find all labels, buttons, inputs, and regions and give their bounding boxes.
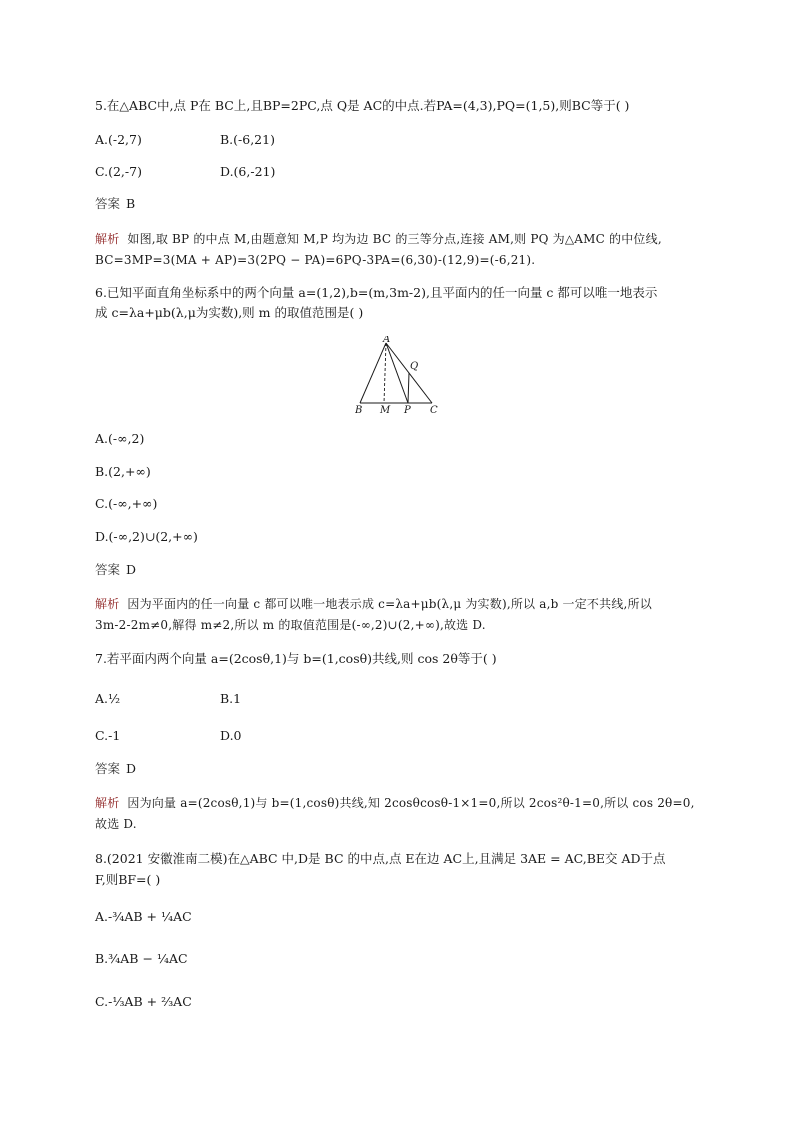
segment-am bbox=[384, 343, 386, 403]
q5-solution-line1: 解析 如图,取 BP 的中点 M,由题意知 M,P 均为边 BC 的三等分点,连接 AM,则 PQ 为△AMC 的中位线, bbox=[95, 232, 662, 246]
q8-option-a: A.-¾AB + ¼AC bbox=[95, 909, 192, 924]
solution-label: 解析 bbox=[95, 232, 120, 246]
q6-stem-line2: 成 c=λa+μb(λ,μ为实数),则 m 的取值范围是( ) bbox=[95, 305, 364, 320]
q5-option-b: B.(-6,21) bbox=[220, 132, 275, 147]
q5-solution-line2: BC=3MP=3(MA + AP)=3(2PQ − PA)=6PQ-3PA=(6,30)-(12,9)=(-6,21). bbox=[95, 253, 536, 267]
q7-solution-line1: 解析 因为向量 a=(2cosθ,1)与 b=(1,cosθ)共线,知 2cosθcosθ-1×1=0,所以 2cos²θ-1=0,所以 cos 2θ=0, bbox=[95, 796, 695, 810]
triangle-figure bbox=[355, 336, 450, 416]
q8-option-b: B.¾AB − ¼AC bbox=[95, 951, 188, 966]
q7-option-b: B.1 bbox=[220, 691, 242, 706]
solution-label: 解析 bbox=[95, 796, 120, 810]
label-p: P bbox=[404, 405, 411, 416]
q6-option-a: A.(-∞,2) bbox=[95, 431, 145, 446]
q7-stem: 7.若平面内两个向量 a=(2cosθ,1)与 b=(1,cosθ)共线,则 cos 2θ等于( ) bbox=[95, 651, 497, 666]
label-c: C bbox=[430, 405, 438, 416]
q8-option-c: C.-⅓AB + ⅔AC bbox=[95, 994, 192, 1009]
q6-solution-line2: 3m-2-2m≠0,解得 m≠2,所以 m 的取值范围是(-∞,2)∪(2,+∞),故选 D. bbox=[95, 618, 486, 632]
segment-pq bbox=[408, 373, 409, 403]
q7-solution-line2: 故选 D. bbox=[95, 817, 137, 831]
q7-option-a: A.½ bbox=[95, 691, 121, 706]
q6-solution-line1: 解析 因为平面内的任一向量 c 都可以唯一地表示成 c=λa+μb(λ,μ 为实数),所以 a,b 一定不共线,所以 bbox=[95, 597, 652, 611]
q5-option-a: A.(-2,7) bbox=[95, 132, 142, 147]
label-a: A bbox=[383, 336, 391, 345]
q6-stem-line1: 6.已知平面直角坐标系中的两个向量 a=(1,2),b=(m,3m-2),且平面内的任一向量 c 都可以唯一地表示 bbox=[95, 285, 658, 300]
answer-value: D bbox=[126, 761, 137, 776]
page bbox=[95, 0, 705, 1123]
label-q: Q bbox=[410, 361, 419, 372]
q8-stem-line2: F,则BF=( ) bbox=[95, 872, 161, 887]
q7-option-d: D.0 bbox=[220, 728, 242, 743]
solution-label: 解析 bbox=[95, 597, 120, 611]
label-b: B bbox=[355, 405, 363, 416]
q6-option-c: C.(-∞,+∞) bbox=[95, 496, 158, 511]
segment-ap bbox=[386, 343, 408, 403]
q7-answer bbox=[95, 760, 136, 778]
q6-option-d: D.(-∞,2)∪(2,+∞) bbox=[95, 529, 198, 544]
q5-stem: 5.在△ABC中,点 P在 BC上,且BP=2PC,点 Q是 AC的中点.若PA=(4,3),PQ=(1,5),则BC等于( ) bbox=[95, 98, 630, 113]
label-m: M bbox=[380, 405, 391, 416]
answer-value: D bbox=[126, 562, 137, 577]
edge-ab bbox=[360, 343, 386, 403]
q6-option-b: B.(2,+∞) bbox=[95, 464, 151, 479]
answer-value: B bbox=[126, 196, 136, 211]
q5-answer bbox=[95, 195, 135, 213]
q5-option-d: D.(6,-21) bbox=[220, 164, 276, 179]
answer-label: 答案 bbox=[95, 562, 121, 577]
answer-label: 答案 bbox=[95, 196, 121, 211]
answer-label: 答案 bbox=[95, 761, 121, 776]
q7-option-c: C.-1 bbox=[95, 728, 121, 743]
q5-option-c: C.(2,-7) bbox=[95, 164, 142, 179]
q6-answer bbox=[95, 561, 136, 579]
q8-stem-line1: 8.(2021 安徽淮南二模)在△ABC 中,D是 BC 的中点,点 E在边 AC上,且满足 3AE = AC,BE交 AD于点 bbox=[95, 851, 666, 866]
